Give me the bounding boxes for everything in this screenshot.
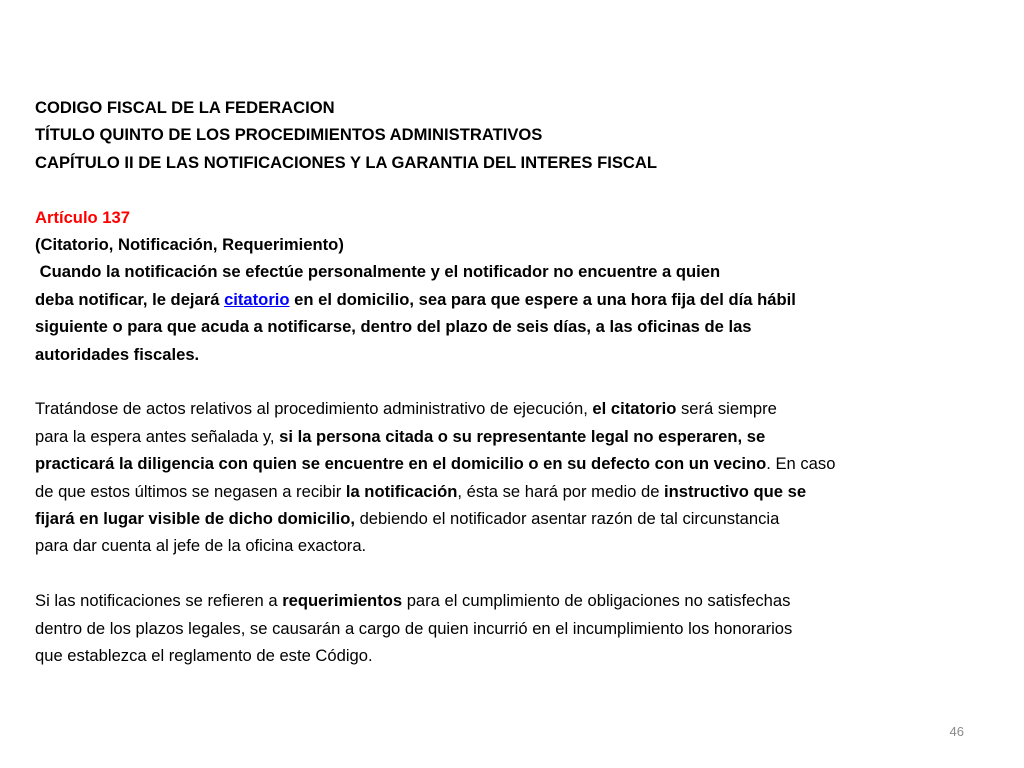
bold-text: la notificación <box>345 481 458 501</box>
paragraph-line <box>35 478 985 505</box>
article-text: deba notificar, le dejará <box>35 289 225 309</box>
article-paragraph-line <box>35 286 985 313</box>
paragraph-line <box>35 505 985 532</box>
spacer <box>35 560 985 587</box>
text: para el cumplimiento de obligaciones no satisfechas <box>402 591 791 611</box>
paragraph-line <box>35 587 985 614</box>
bold-text: el citatorio <box>592 399 677 419</box>
article-paragraph-line: siguiente o para que acuda a notificarse, dentro del plazo de seis días, a las oficinas de las <box>35 317 752 337</box>
article-text: en el domicilio, sea para que espere a una hora fija del día hábil <box>289 289 796 309</box>
article-subtitle: (Citatorio, Notificación, Requerimiento) <box>35 235 344 255</box>
article-block <box>35 204 985 368</box>
header-chapter: CAPÍTULO II DE LAS NOTIFICACIONES Y LA GARANTIA DEL INTERES FISCAL <box>35 152 657 172</box>
text: debiendo el notificador asentar razón de tal circunstancia <box>354 509 780 529</box>
text: . En caso <box>766 454 836 474</box>
header-code-title: CODIGO FISCAL DE LA FEDERACION <box>35 98 335 117</box>
article-title: Artículo 137 <box>35 207 130 227</box>
paragraph-line <box>35 423 985 450</box>
text: de que estos últimos se negasen a recibir <box>35 481 346 501</box>
document-header <box>35 94 985 176</box>
paragraph-2 <box>35 395 985 559</box>
paragraph-3 <box>35 587 985 669</box>
paragraph-line <box>35 395 985 422</box>
article-paragraph-line <box>35 258 985 285</box>
paragraph-line <box>35 450 985 477</box>
paragraph-line: para dar cuenta al jefe de la oficina exactora. <box>35 536 367 556</box>
citatorio-link[interactable]: citatorio <box>224 289 290 309</box>
spacer <box>35 176 985 203</box>
bold-text: fijará en lugar visible de dicho domicilio, <box>35 509 355 529</box>
bold-text: instructivo que se <box>664 481 807 501</box>
bold-text: si la persona citada o su representante legal no esperaren, se <box>279 426 766 446</box>
text: Si las notificaciones se refieren a <box>35 591 283 611</box>
paragraph-line: que establezca el reglamento de este Código. <box>35 646 373 666</box>
text: Tratándose de actos relativos al procedimiento administrativo de ejecución, <box>35 399 593 419</box>
page-number: 46 <box>949 724 964 739</box>
text: para la espera antes señalada y, <box>35 426 280 446</box>
article-paragraph-line: autoridades fiscales. <box>35 344 200 364</box>
spacer <box>35 368 985 395</box>
slide-content <box>35 94 985 669</box>
bold-text: requerimientos <box>282 591 403 611</box>
text: , ésta se hará por medio de <box>457 481 665 501</box>
text: será siempre <box>676 399 777 419</box>
bold-text: practicará la diligencia con quien se encuentre en el domicilio o en su defecto con un vecino <box>35 454 767 474</box>
article-text: Cuando la notificación se efectúe personalmente y el notificador no encuentre a quien <box>35 262 721 282</box>
header-title-section: TÍTULO QUINTO DE LOS PROCEDIMIENTOS ADMINISTRATIVOS <box>35 125 543 145</box>
paragraph-line: dentro de los plazos legales, se causarán a cargo de quien incurrió en el incumplimiento los honorarios <box>35 618 793 638</box>
